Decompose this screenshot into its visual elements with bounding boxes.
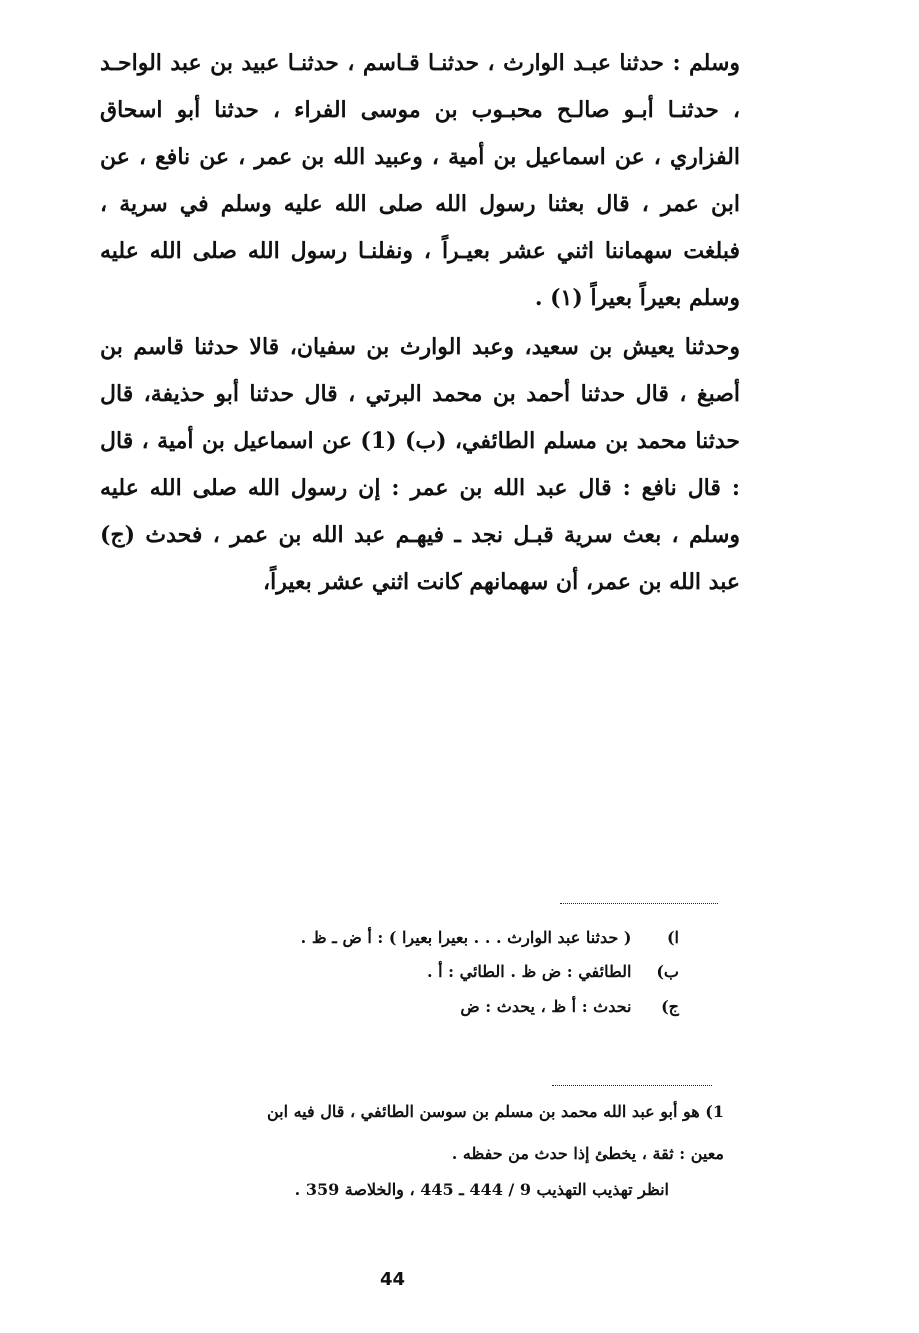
variant-note [460, 995, 679, 1019]
variant-note-text: ( حدثنا عبد الوارث . . . بعيرا بعيرا ) : أ ض ـ ظ . [300, 928, 632, 947]
main-paragraph-2: وحدثنا يعيش بن سعيد، وعبد الوارث بن سفيان، قالا حدثنا قاسم بن أصبغ ، قال حدثنا أحمد بن محمد البرتي ، قال حدثنا أبو حذيفة، قال حدثنا محمد بن مسلم الطائفي، (ب) (1) عن اسماعيل بن أمية ، قال : قال نافع : قال عبد الله بن عمر : إن رسول الله صلى الله عليه وسلم ، بعث سرية قبـل نجد ـ فيهـم عبد الله بن عمر ، فحدث (ج) عبد الله بن عمر، أن سهمانهم كانت اثني عشر بعيراً، [100, 334, 741, 595]
variant-note-mark: ج) [661, 997, 679, 1016]
variant-note-mark: ب) [656, 962, 679, 981]
footnote-line: 1) هو أبو عبد الله محمد بن مسلم بن سوسن الطائفي ، قال فيه ابن [266, 1102, 724, 1121]
variant-note-mark: ا) [666, 928, 679, 947]
page-number: 44 [380, 1269, 406, 1290]
variant-note-text: نحدث : أ ظ ، يحدث : ض [460, 997, 632, 1016]
footnote-divider [552, 1085, 712, 1086]
variants-divider [560, 903, 718, 904]
variant-note-text: الطائفي : ض ظ . الطائي : أ . [427, 962, 632, 981]
variant-note [301, 926, 679, 950]
footnote-reference: انظر تهذيب التهذيب 9 / 444 ـ 445 ، والخلاصة 359 . [294, 1180, 669, 1199]
variant-note [427, 960, 679, 984]
main-paragraph-1: وسلم : حدثنا عبـد الوارث ، حدثنـا قـاسم ، حدثنـا عبيد بن عبد الواحـد ، حدثنـا أبـو صالـح محبـوب بن موسى الفراء ، حدثنا أبو اسحاق الفزاري ، عن اسماعيل بن أمية ، وعبيد الله بن عمر ، عن نافع ، عن ابن عمر ، قال بعثنا رسول الله صلى الله عليه وسلم في سرية ، فبلغت سهماننا اثني عشر بعيـراً ، ونفلنـا رسول الله صلى الله عليه وسلم بعيراً بعيراً (١) . [100, 50, 741, 311]
footnote-line: معين : ثقة ، يخطئ إذا حدث من حفظه . [451, 1144, 724, 1163]
